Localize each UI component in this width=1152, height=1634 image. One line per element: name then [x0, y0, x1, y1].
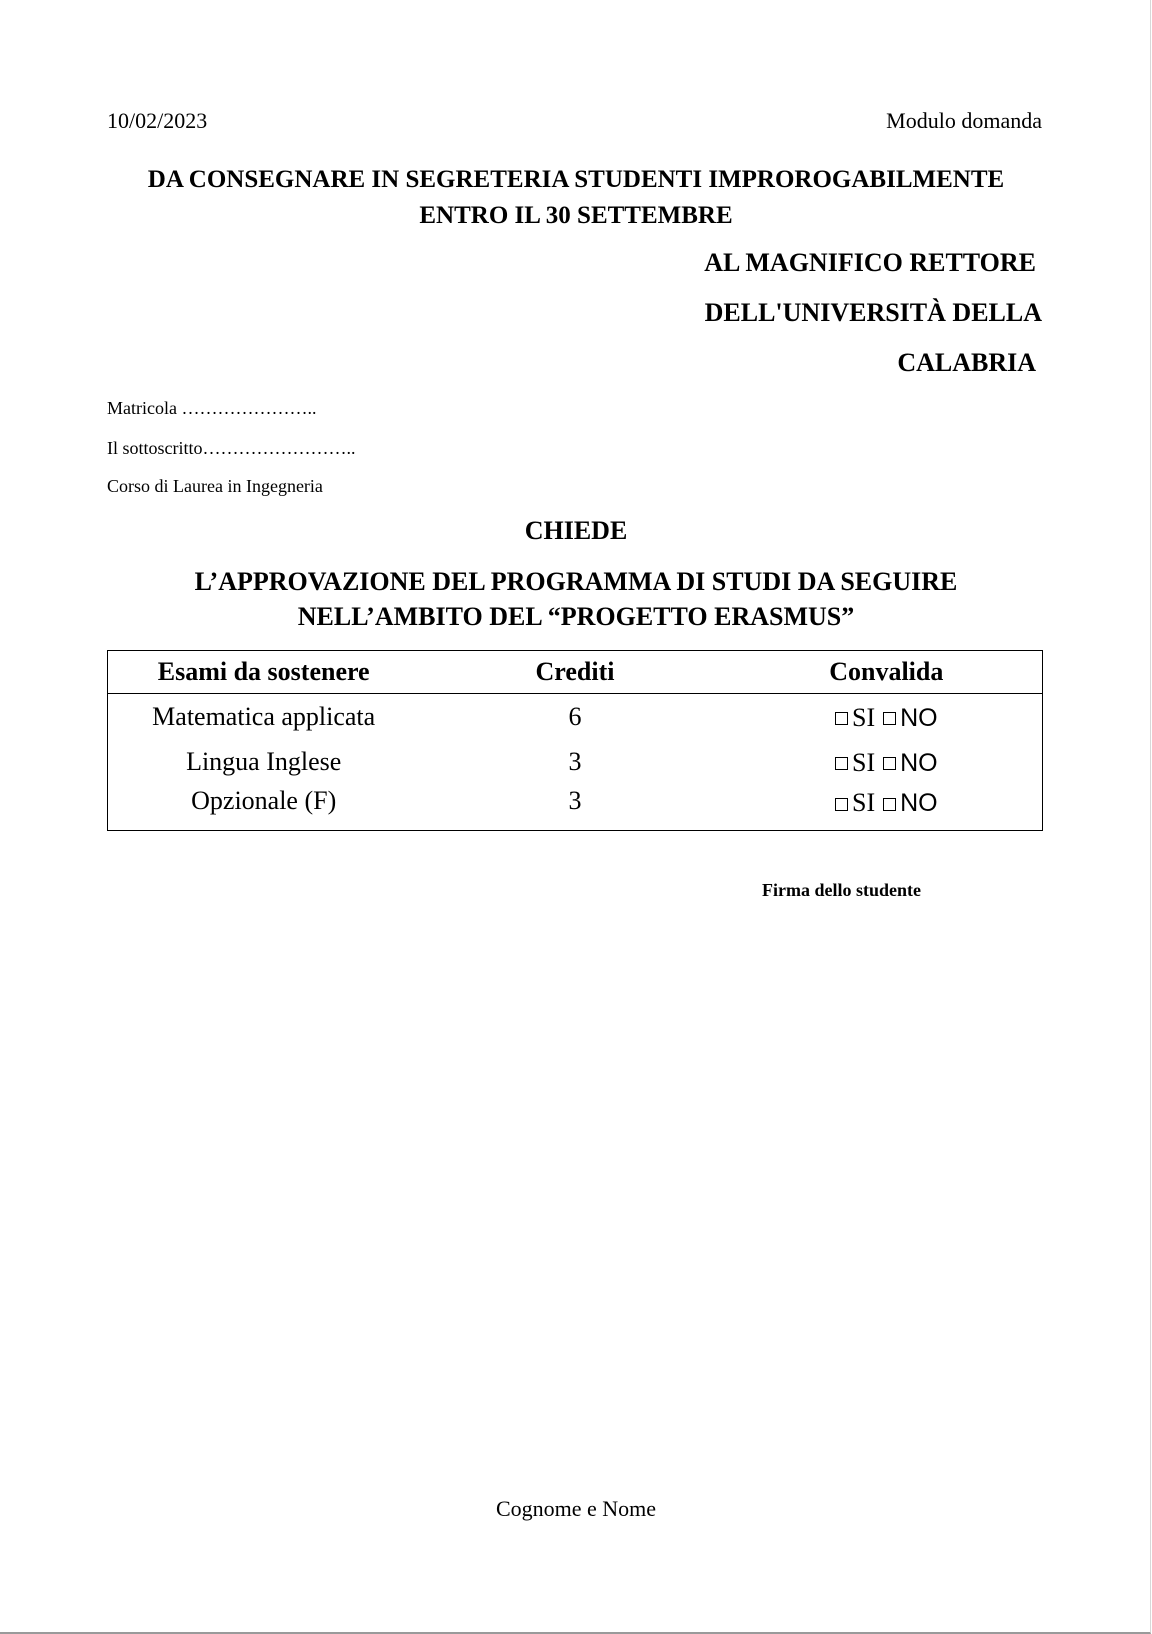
option-si-label: SI — [851, 788, 876, 818]
exam-name: Matematica applicata — [152, 701, 376, 731]
checkbox-no-icon[interactable] — [883, 757, 896, 770]
checkbox-si-icon[interactable] — [835, 798, 848, 811]
exam-name: Opzionale (F) — [191, 786, 337, 815]
name-label: Cognome e Nome — [495, 1496, 657, 1521]
checkbox-no-icon[interactable] — [883, 712, 896, 725]
validation-options — [731, 784, 1043, 831]
table-row — [108, 739, 1043, 784]
document-date: 10/02/2023 — [107, 108, 208, 133]
option-si-label: SI — [851, 702, 876, 732]
validation-options — [731, 739, 1043, 784]
recipient-line-2: DELL'UNIVERSITÀ DELLA — [704, 298, 1042, 327]
recipient-line-3: CALABRIA — [897, 348, 1036, 377]
option-no-label: NO — [900, 789, 938, 818]
checkbox-no-icon[interactable] — [883, 798, 896, 811]
request-text: L’APPROVAZIONE DEL PROGRAMMA DI STUDI DA SEGUIRE NELL’AMBITO DEL “PROGETTO ERASMUS” — [194, 567, 958, 631]
corso-field: Corso di Laurea in Ingegneria — [107, 476, 323, 496]
recipient-line-1: AL MAGNIFICO RETTORE — [704, 248, 1036, 277]
table-row — [108, 784, 1043, 831]
deadline-notice: DA CONSEGNARE IN SEGRETERIA STUDENTI IMPROROGABILMENTE ENTRO IL 30 SETTEMBRE — [147, 166, 1005, 229]
request-verb: CHIEDE — [524, 516, 628, 545]
form-type-label: Modulo domanda — [886, 108, 1042, 133]
exam-credits: 3 — [568, 786, 582, 815]
checkbox-si-icon[interactable] — [835, 712, 848, 725]
exam-credits: 6 — [568, 701, 582, 731]
signature-label: Firma dello studente — [762, 880, 921, 900]
option-no-label: NO — [900, 703, 938, 732]
header-validation: Convalida — [731, 651, 1043, 694]
header-exam: Esami da sostenere — [108, 651, 420, 694]
exam-credits: 3 — [568, 746, 582, 776]
table-row — [108, 694, 1043, 740]
header-credits: Crediti — [419, 651, 730, 694]
table-header-row — [108, 651, 1043, 694]
exams-table — [107, 650, 1043, 831]
exam-name: Lingua Inglese — [186, 746, 342, 776]
validation-options — [731, 694, 1043, 740]
matricola-field[interactable]: Matricola ………………….. — [107, 398, 317, 418]
checkbox-si-icon[interactable] — [835, 757, 848, 770]
option-si-label: SI — [851, 747, 876, 777]
sottoscritto-field[interactable]: Il sottoscritto…………………….. — [107, 438, 356, 458]
option-no-label: NO — [900, 748, 938, 777]
